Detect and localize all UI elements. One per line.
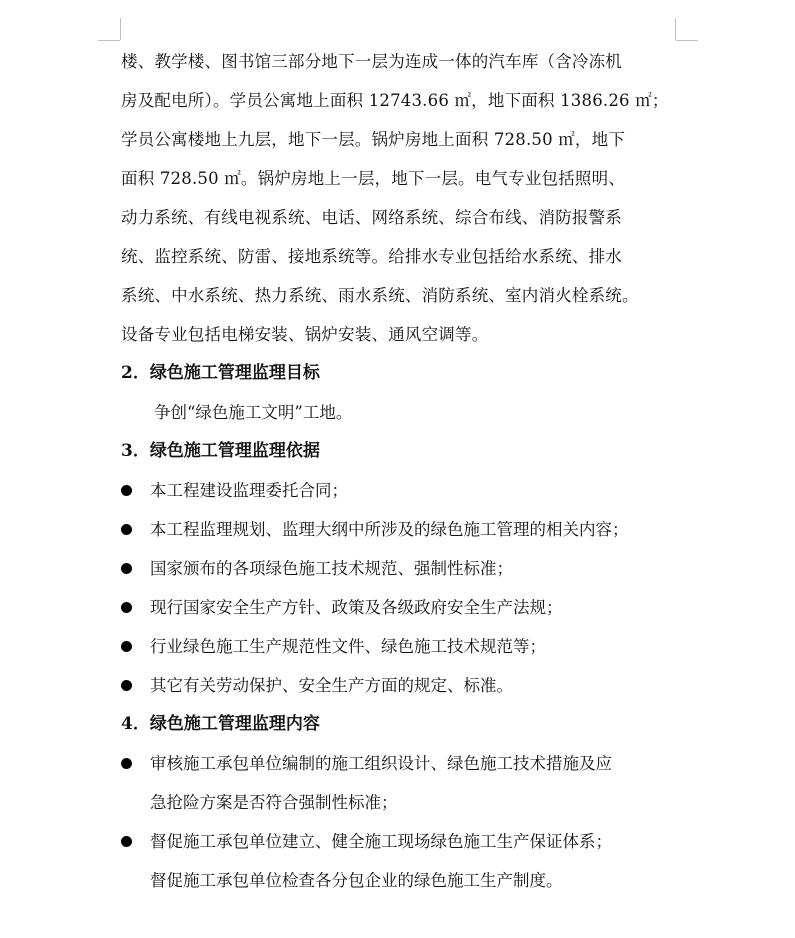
bullet-item-text: 国家颁布的各项绿色施工技术规范、强制性标准；: [150, 559, 513, 578]
paragraph-line: 设备专业包括电梯安装、锅炉安装、通风空调等。: [121, 325, 489, 344]
section-4-bullet-list: [121, 744, 681, 900]
bullet-item-text: 审核施工承包单位编制的施工组织设计、绿色施工技术措施及应: [150, 754, 612, 773]
section-2-heading: 2．绿色施工管理监理目标: [121, 363, 320, 383]
bullet-item-text: 督促施工承包单位检查各分包企业的绿色施工生产制度。: [150, 871, 563, 890]
bullet-icon: [121, 744, 150, 783]
bullet-item-text: 行业绿色施工生产规范性文件、绿色施工技术规范等；: [150, 637, 546, 656]
crop-mark-right-vertical: [675, 18, 676, 40]
bullet-icon: [121, 588, 150, 627]
document-page-body: [121, 42, 681, 900]
bullet-icon: [121, 627, 150, 666]
bullet-item: [121, 549, 681, 588]
bullet-item: [121, 627, 681, 666]
crop-mark-left-horizontal: [98, 40, 120, 41]
project-description-paragraph: [121, 42, 681, 354]
paragraph-line: 房及配电所）。学员公寓地上面积 12743.66 ㎡，地下面积 1386.26 ㎡；: [121, 91, 669, 110]
bullet-item: [121, 471, 681, 510]
section-3-bullet-list: [121, 471, 681, 705]
bullet-item: [121, 666, 681, 705]
bullet-item-text: 现行国家安全生产方针、政策及各级政府安全生产法规；: [150, 598, 563, 617]
bullet-item: [121, 588, 681, 627]
bullet-icon: [121, 666, 150, 705]
bullet-item-text: 督促施工承包单位建立、健全施工现场绿色施工生产保证体系；: [150, 832, 612, 851]
bullet-item-text: 本工程监理规划、监理大纲中所涉及的绿色施工管理的相关内容；: [150, 520, 629, 539]
bullet-item: [121, 822, 681, 900]
paragraph-line: 楼、教学楼、图书馆三部分地下一层为连成一体的汽车库（含冷冻机: [121, 52, 622, 71]
paragraph-line: 动力系统、有线电视系统、电话、网络系统、综合布线、消防报警系: [121, 208, 622, 227]
paragraph-line: 面积 728.50 ㎡。锅炉房地上一层，地下一层。电气专业包括照明、: [121, 169, 626, 188]
paragraph-line: 学员公寓楼地上九层，地下一层。锅炉房地上面积 728.50 ㎡，地下: [121, 130, 626, 149]
section-2-text: 争创“绿色施工文明”工地。: [154, 403, 353, 422]
paragraph-line: 系统、中水系统、热力系统、雨水系统、消防系统、室内消火栓系统。: [121, 286, 639, 305]
crop-mark-right-horizontal: [676, 40, 698, 41]
bullet-icon: [121, 510, 150, 549]
section-4-heading: 4．绿色施工管理监理内容: [121, 714, 320, 734]
bullet-icon: [121, 471, 150, 510]
crop-mark-left-vertical: [120, 18, 121, 40]
bullet-item-text: 其它有关劳动保护、安全生产方面的规定、标准。: [150, 676, 513, 695]
section-3-heading: 3．绿色施工管理监理依据: [121, 441, 320, 461]
bullet-item: [121, 510, 681, 549]
bullet-item-text: 急抢险方案是否符合强制性标准；: [150, 793, 398, 812]
paragraph-line: 统、监控系统、防雷、接地系统等。给排水专业包括给水系统、排水: [121, 247, 622, 266]
bullet-icon: [121, 822, 150, 861]
bullet-item: [121, 744, 681, 822]
bullet-item-text: 本工程建设监理委托合同；: [150, 481, 348, 500]
bullet-icon: [121, 549, 150, 588]
